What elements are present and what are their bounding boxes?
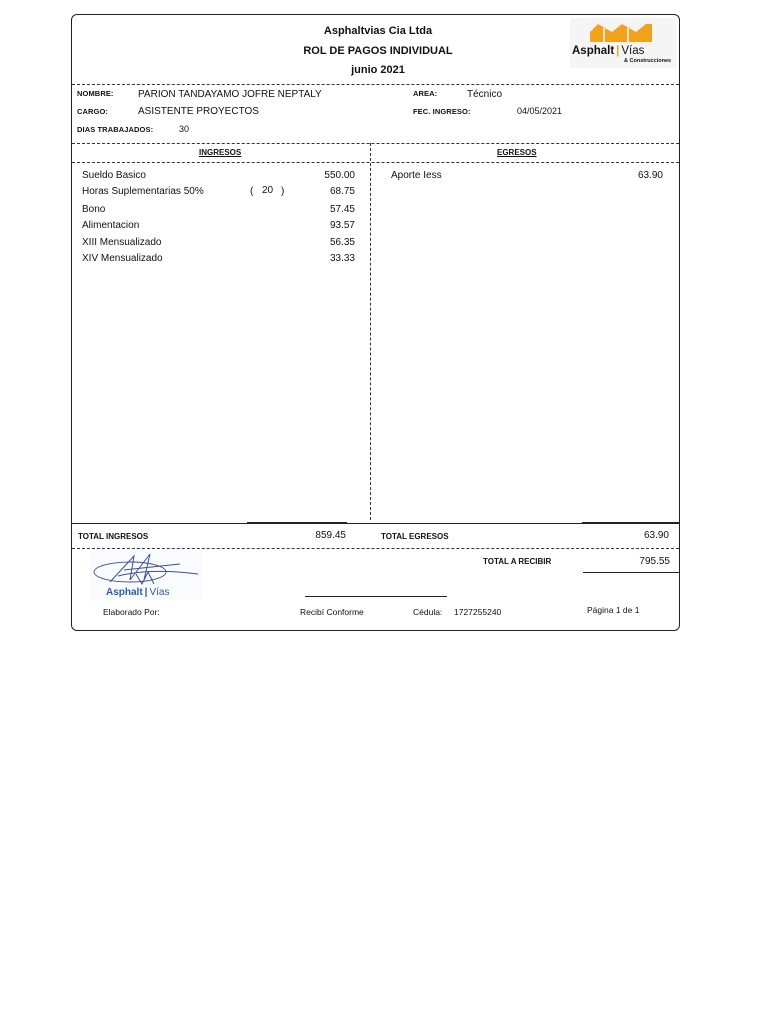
- payroll-period: junio 2021: [351, 64, 405, 76]
- hours-open-paren: (: [250, 186, 254, 197]
- stamp-separator: |: [144, 587, 148, 598]
- ingreso-value: 33.33: [329, 253, 355, 264]
- divider: [72, 84, 679, 85]
- ingreso-label: Sueldo Basico: [82, 170, 146, 181]
- employee-name: PARION TANDAYAMO JOFRE NEPTALY: [138, 89, 322, 100]
- divider: [72, 523, 679, 524]
- cedula-number: 1727255240: [454, 607, 502, 617]
- total-ingresos-value: 859.45: [315, 530, 346, 541]
- divider: [72, 162, 679, 163]
- employee-start-date: 04/05/2021: [517, 106, 563, 116]
- document-title: ROL DE PAGOS INDIVIDUAL: [303, 45, 453, 57]
- elaborado-por-label: Elaborado Por:: [103, 607, 160, 617]
- ingreso-label: XIII Mensualizado: [82, 237, 162, 248]
- ingreso-value: 56.35: [329, 237, 355, 248]
- ingresos-heading: INGRESOS: [199, 148, 242, 157]
- employee-position: ASISTENTE PROYECTOS: [138, 106, 259, 117]
- area-label: AREA:: [413, 89, 438, 98]
- signature-line: [305, 596, 447, 597]
- total-egresos-value: 63.90: [643, 530, 669, 541]
- overtime-hours: 20: [262, 185, 274, 196]
- egresos-heading: EGRESOS: [497, 148, 537, 157]
- underline: [583, 572, 679, 573]
- days-worked: 30: [179, 124, 190, 134]
- dias-label: DIAS TRABAJADOS:: [77, 125, 154, 134]
- signature-stamp: [90, 550, 202, 600]
- recibi-conforme-label: Recibí Conforme: [300, 607, 364, 617]
- company-name: Asphaltvias Cia Ltda: [323, 25, 433, 37]
- ingreso-label: XIV Mensualizado: [82, 253, 163, 264]
- ingreso-label: Alimentacion: [82, 220, 140, 231]
- total-recibir-label: TOTAL A RECIBIR: [483, 557, 552, 566]
- ingreso-value: 550.00: [324, 170, 355, 181]
- column-divider: [370, 143, 371, 520]
- logo-brand: Asphalt: [572, 45, 615, 57]
- company-logo: [570, 18, 676, 68]
- stamp-brand: Asphalt: [106, 587, 143, 598]
- ingreso-label: Horas Suplementarias 50%: [82, 186, 204, 197]
- logo-subtitle: & Construcciones: [624, 58, 672, 64]
- divider: [72, 143, 679, 144]
- ingreso-value: 93.57: [329, 220, 355, 231]
- fec-ingreso-label: FEC. INGRESO:: [413, 107, 471, 116]
- page-number: Página 1 de 1: [587, 605, 640, 615]
- ingreso-value: 57.45: [329, 204, 355, 215]
- logo-word: Vías: [621, 45, 645, 57]
- employee-area: Técnico: [467, 89, 503, 100]
- egreso-value: 63.90: [637, 170, 663, 181]
- hours-close-paren: ): [281, 186, 285, 197]
- nombre-label: NOMBRE:: [77, 89, 114, 98]
- cargo-label: CARGO:: [77, 107, 109, 116]
- total-ingresos-label: TOTAL INGRESOS: [78, 532, 149, 541]
- total-recibir-value: 795.55: [639, 556, 670, 567]
- egreso-label: Aporte Iess: [391, 170, 442, 181]
- divider: [72, 548, 679, 549]
- cedula-label: Cédula:: [413, 607, 443, 617]
- ingreso-label: Bono: [82, 204, 106, 215]
- total-egresos-label: TOTAL EGRESOS: [381, 532, 449, 541]
- stamp-word: Vías: [149, 587, 170, 598]
- logo-separator: |: [616, 45, 620, 57]
- ingreso-value: 68.75: [329, 186, 355, 197]
